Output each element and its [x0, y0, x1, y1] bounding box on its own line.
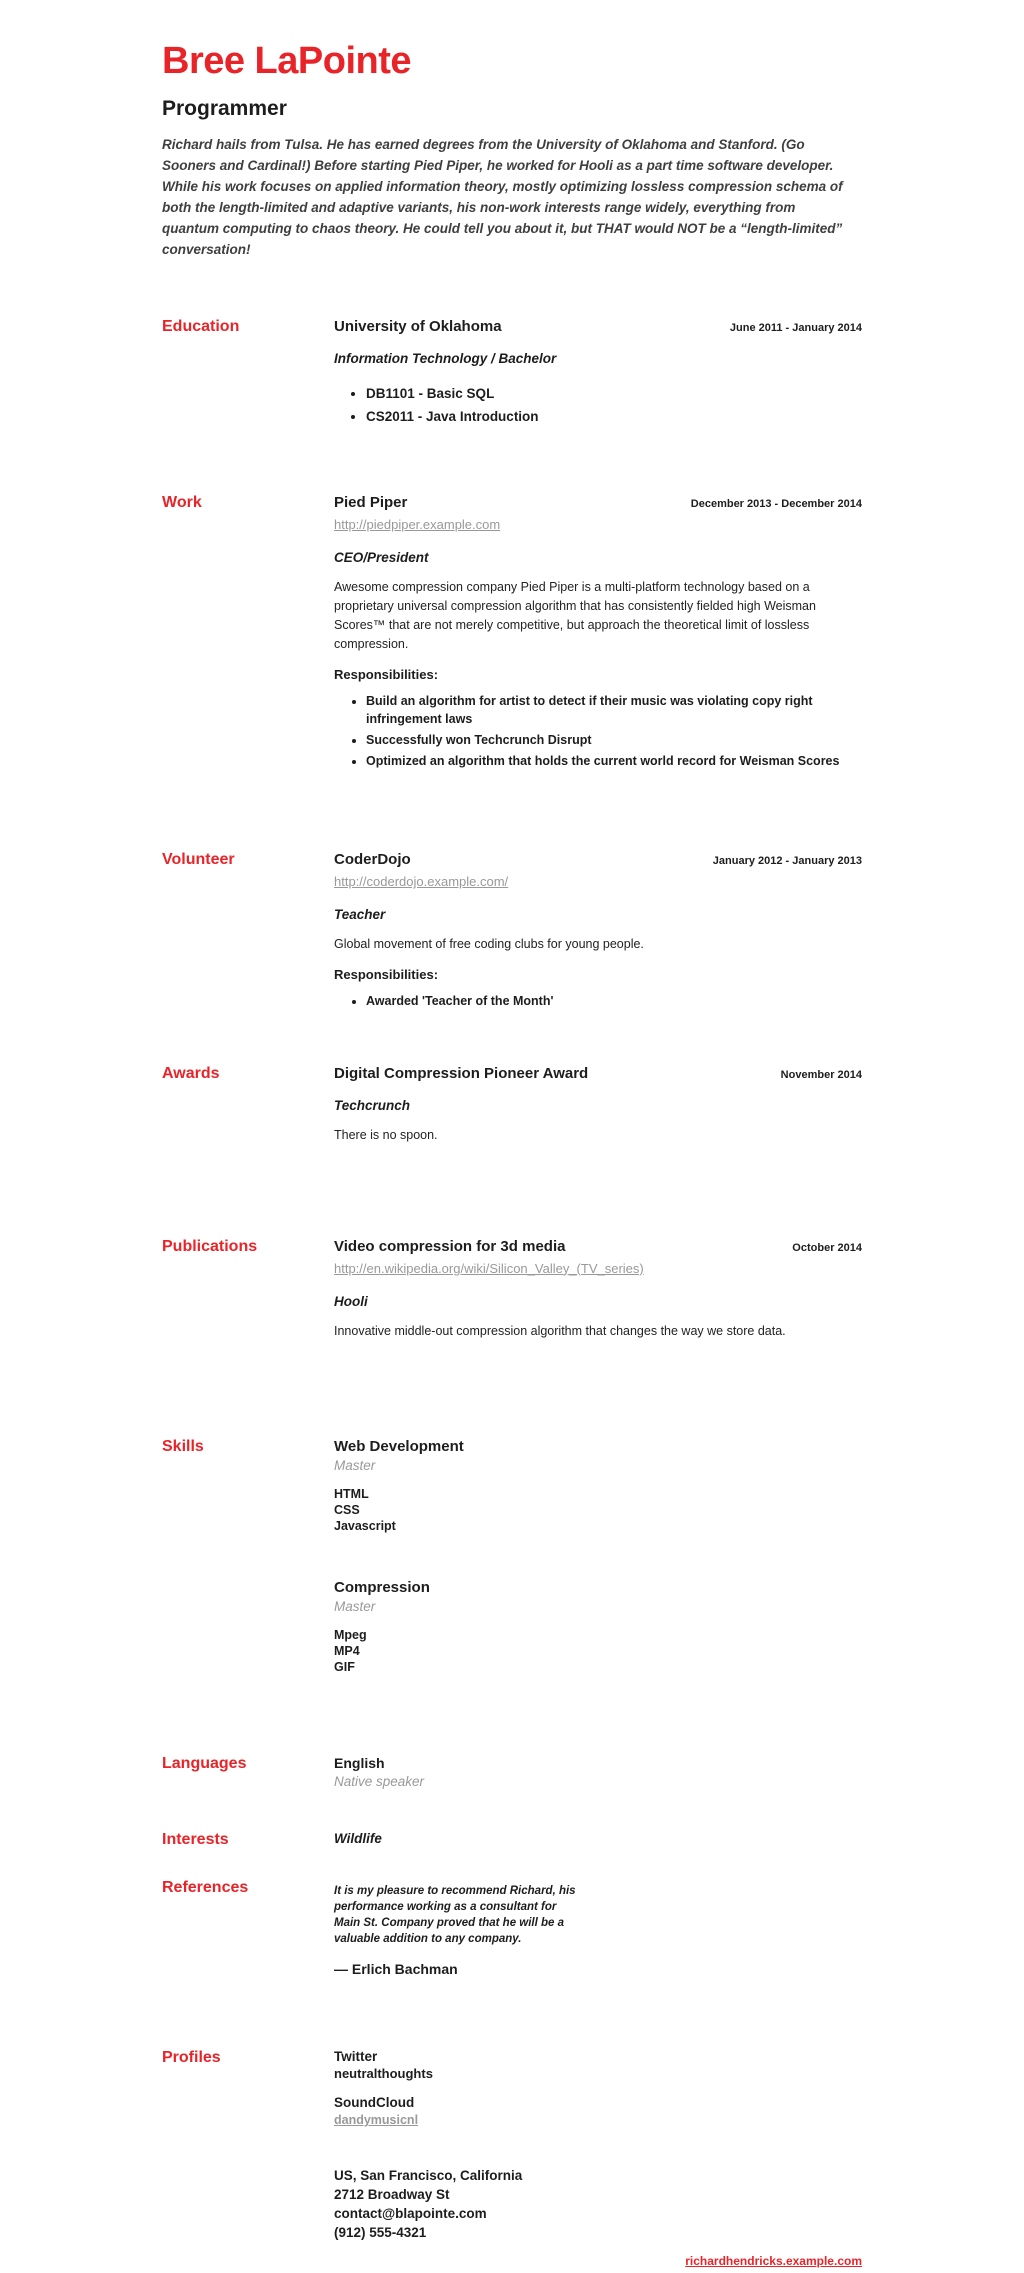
section-title-awards: Awards — [162, 1065, 220, 1082]
awards-item-head — [334, 1065, 862, 1082]
publication-publisher: Hooli — [334, 1293, 368, 1309]
volunteer-organization: CoderDojo — [334, 851, 411, 868]
work-position: CEO/President — [334, 550, 429, 565]
profile-username-link-wrap — [334, 2112, 862, 2127]
skill-keyword: HTML — [334, 1487, 369, 1501]
summary-text: Richard hails from Tulsa. He has earned degrees from the University of Oklahoma and Stanford. (Go Sooners and Cardinal!) Before starting Pied Piper, he worked for Hooli as a part time software developer. While his work focuses on applied information theory, mostly optimizing lossless compression schema of both the length-limited and adaptive variants, his non-work interests range widely, everything from quantum computing to chaos theory. He could tell you about it, but THAT would NOT be a “length-limited” conversation! — [162, 137, 843, 257]
references-content — [334, 1879, 862, 1977]
volunteer-highlight-list — [334, 992, 862, 1010]
profile-network: Twitter — [334, 2049, 378, 2065]
award-title: Digital Compression Pioneer Award — [334, 1065, 589, 1082]
profile-item-twitter — [334, 2049, 862, 2081]
award-summary: There is no spoon. — [334, 1128, 438, 1142]
section-skills — [162, 1438, 862, 1675]
section-title-work: Work — [162, 494, 202, 511]
profile-network: SoundCloud — [334, 2095, 415, 2111]
section-publications — [162, 1238, 862, 1354]
work-responsibilities-label: Responsibilities: — [334, 667, 439, 682]
skill-keyword: MP4 — [334, 1644, 360, 1658]
volunteer-highlight: • Awarded 'Teacher of the Month' — [366, 992, 862, 1010]
language-name: English — [334, 1755, 385, 1771]
section-title-interests: Interests — [162, 1831, 229, 1848]
person-role: Programmer — [162, 97, 287, 120]
education-content — [334, 318, 862, 430]
contact-phone: (912) 555-4321 — [334, 2225, 427, 2241]
work-highlight: • Successfully won Techcrunch Disrupt — [366, 731, 862, 749]
award-date: November 2014 — [780, 1069, 862, 1081]
skill-keyword: CSS — [334, 1503, 360, 1517]
section-title-skills: Skills — [162, 1438, 204, 1455]
work-highlight: • Optimized an algorithm that holds the current world record for Weisman Scores — [366, 752, 862, 770]
profile-item-soundcloud — [334, 2095, 862, 2127]
skill-level: Master — [334, 1458, 376, 1473]
footer-website-link[interactable]: richardhendricks.example.com — [685, 2254, 862, 2269]
work-company: Pied Piper — [334, 494, 408, 511]
section-title-languages: Languages — [162, 1755, 247, 1772]
interest-name: Wildlife — [334, 1831, 382, 1846]
section-interests — [162, 1831, 862, 1849]
footer-line — [162, 2252, 862, 2270]
publication-url-link[interactable]: http://en.wikipedia.org/wiki/Silicon_Valley_(TV_series) — [334, 1260, 644, 1276]
section-languages — [162, 1755, 862, 1789]
profile-username-link[interactable]: dandymusicnl — [334, 2113, 419, 2128]
reference-name: — Erlich Bachman — [334, 1961, 458, 1978]
skill-keyword-list — [334, 1627, 862, 1675]
section-awards — [162, 1065, 862, 1158]
contact-location: US, San Francisco, California — [334, 2168, 523, 2184]
publications-content — [334, 1238, 862, 1354]
education-date: June 2011 - January 2014 — [729, 322, 862, 334]
volunteer-item-head — [334, 851, 862, 868]
skill-keyword: GIF — [334, 1660, 355, 1674]
skill-keyword: Mpeg — [334, 1628, 367, 1642]
publication-date: October 2014 — [792, 1241, 862, 1254]
volunteer-position: Teacher — [334, 907, 386, 922]
profile-username: neutralthoughts — [334, 2066, 433, 2082]
section-title-references: References — [162, 1879, 249, 1897]
languages-content — [334, 1755, 862, 1789]
education-school: University of Oklahoma — [334, 318, 502, 335]
contact-email: contact@blapointe.com — [334, 2206, 487, 2222]
volunteer-responsibilities-label: Responsibilities: — [334, 967, 439, 982]
profiles-content — [334, 2049, 862, 2127]
work-item-head — [334, 494, 862, 511]
skill-level: Master — [334, 1599, 376, 1614]
section-education — [162, 318, 862, 430]
volunteer-date: January 2012 - January 2013 — [712, 855, 862, 867]
skills-content — [334, 1438, 862, 1675]
work-url-line — [334, 516, 862, 534]
reference-quote: It is my pleasure to recommend Richard, his performance working as a consultant for Main St. Company proved that he will be a valuable addition to any company. — [334, 1885, 576, 1946]
skill-group-compression — [334, 1579, 862, 1675]
work-url-link[interactable]: http://piedpiper.example.com — [334, 517, 501, 532]
section-title-publications: Publications — [162, 1237, 258, 1255]
education-degree: Information Technology / Bachelor — [334, 351, 557, 366]
section-profiles — [162, 2049, 862, 2127]
resume-header — [162, 40, 862, 260]
skill-name: Web Development — [334, 1438, 464, 1455]
section-volunteer — [162, 851, 862, 1013]
work-summary: Awesome compression company Pied Piper is a multi-platform technology based on a proprietary universal compression algorithm that has consistently fielded high Weisman Scores™ that are not merely competitive, but approach the theoretical limit of lossless compression. — [334, 580, 816, 651]
publication-title: Video compression for 3d media — [334, 1237, 566, 1255]
publication-summary: Innovative middle-out compression algorithm that changes the way we store data. — [334, 1323, 786, 1338]
section-work — [162, 494, 862, 773]
education-course: • DB1101 - Basic SQL — [366, 384, 862, 404]
person-name: Bree LaPointe — [162, 40, 412, 82]
education-item-head — [334, 318, 862, 335]
contact-address: 2712 Broadway St — [334, 2187, 450, 2203]
skill-name: Compression — [334, 1579, 430, 1596]
language-fluency: Native speaker — [334, 1774, 425, 1789]
section-references — [162, 1879, 862, 1977]
section-title-volunteer: Volunteer — [162, 851, 235, 868]
work-content — [334, 494, 862, 773]
skill-keyword-list — [334, 1486, 862, 1534]
section-title-education: Education — [162, 318, 240, 335]
volunteer-content — [334, 851, 862, 1013]
skill-group-web-development — [334, 1438, 862, 1534]
skill-keyword: Javascript — [334, 1519, 396, 1533]
contact-block — [334, 2167, 862, 2242]
interests-content — [334, 1831, 862, 1849]
work-highlight-list — [334, 692, 862, 770]
volunteer-url-line — [334, 873, 862, 891]
section-title-profiles: Profiles — [162, 2049, 221, 2067]
awards-content — [334, 1065, 862, 1158]
education-course: • CS2011 - Java Introduction — [366, 407, 862, 427]
publication-url-line — [334, 1260, 862, 1278]
resume-page — [162, 0, 862, 2270]
work-highlight: • Build an algorithm for artist to detect if their music was violating copy right infringement laws — [366, 692, 862, 728]
work-date: December 2013 - December 2014 — [690, 498, 862, 510]
volunteer-url-link[interactable]: http://coderdojo.example.com/ — [334, 874, 509, 889]
education-course-list — [334, 384, 862, 427]
award-awarder: Techcrunch — [334, 1098, 411, 1113]
publications-item-head — [334, 1238, 862, 1255]
volunteer-summary: Global movement of free coding clubs for young people. — [334, 937, 644, 951]
